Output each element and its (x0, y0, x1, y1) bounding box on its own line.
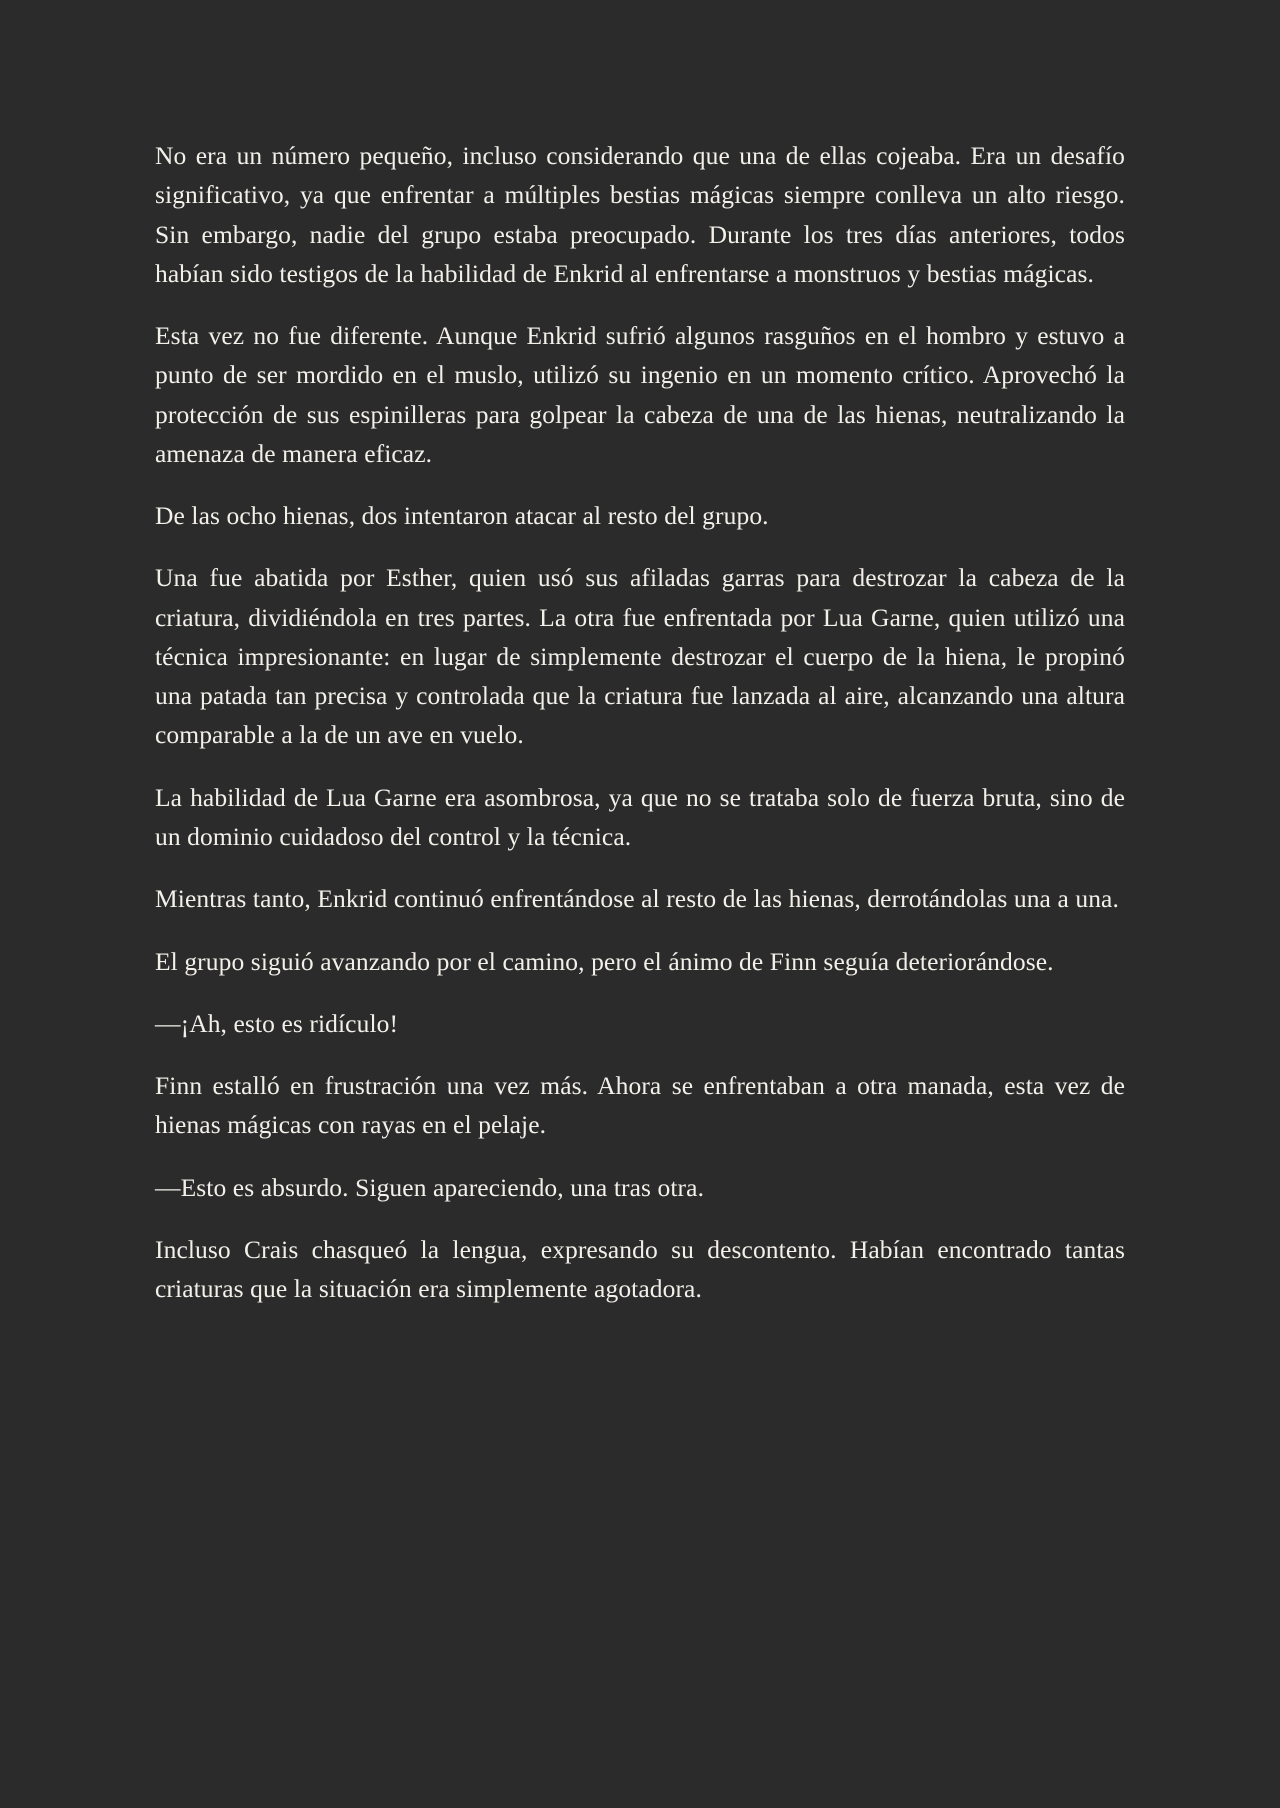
paragraph: Incluso Crais chasqueó la lengua, expresando su descontento. Habían encontrado tantas criaturas que la situación era simplemente agotadora. (155, 1234, 1125, 1304)
dialogue-line: —Esto es absurdo. Siguen apareciendo, una tras otra. (155, 1172, 705, 1202)
paragraph: De las ocho hienas, dos intentaron atacar al resto del grupo. (155, 501, 769, 531)
paragraph: El grupo siguió avanzando por el camino, pero el ánimo de Finn seguía deteriorándose. (155, 946, 1054, 976)
chapter-text-body (155, 136, 1125, 1308)
dialogue-line: —¡Ah, esto es ridículo! (155, 1008, 399, 1038)
paragraph: La habilidad de Lua Garne era asombrosa, ya que no se trataba solo de fuerza bruta, sino de un dominio cuidadoso del control y la técnica. (155, 782, 1125, 851)
paragraph: Esta vez no fue diferente. Aunque Enkrid sufrió algunos rasguños en el hombro y estuvo a punto de ser mordido en el muslo, utilizó su ingenio en un momento crítico. Aprovechó la protección de sus espinilleras para golpear la cabeza de una de las hienas, neutralizando la amenaza de manera eficaz. (155, 321, 1125, 468)
paragraph: Mientras tanto, Enkrid continuó enfrentándose al resto de las hienas, derrotándolas una a una. (155, 884, 1119, 914)
paragraph: Finn estalló en frustración una vez más. Ahora se enfrentaban a otra manada, esta vez de hienas mágicas con rayas en el pelaje. (155, 1071, 1125, 1140)
paragraph: Una fue abatida por Esther, quien usó sus afiladas garras para destrozar la cabeza de la criatura, dividiéndola en tres partes. La otra fue enfrentada por Lua Garne, quien utilizó una técnica impresionante: en lugar de simplemente destrozar el cuerpo de la hiena, le propinó una patada tan precisa y controlada que la criatura fue lanzada al aire, alcanzando una altura comparable a la de un ave en vuelo. (155, 563, 1125, 750)
paragraph: No era un número pequeño, incluso considerando que una de ellas cojeaba. Era un desafío significativo, ya que enfrentar a múltiples bestias mágicas siempre conlleva un alto riesgo. Sin embargo, nadie del grupo estaba preocupado. Durante los tres días anteriores, todos habían sido testigos de la habilidad de Enkrid al enfrentarse a monstruos y bestias mágicas. (155, 141, 1125, 288)
